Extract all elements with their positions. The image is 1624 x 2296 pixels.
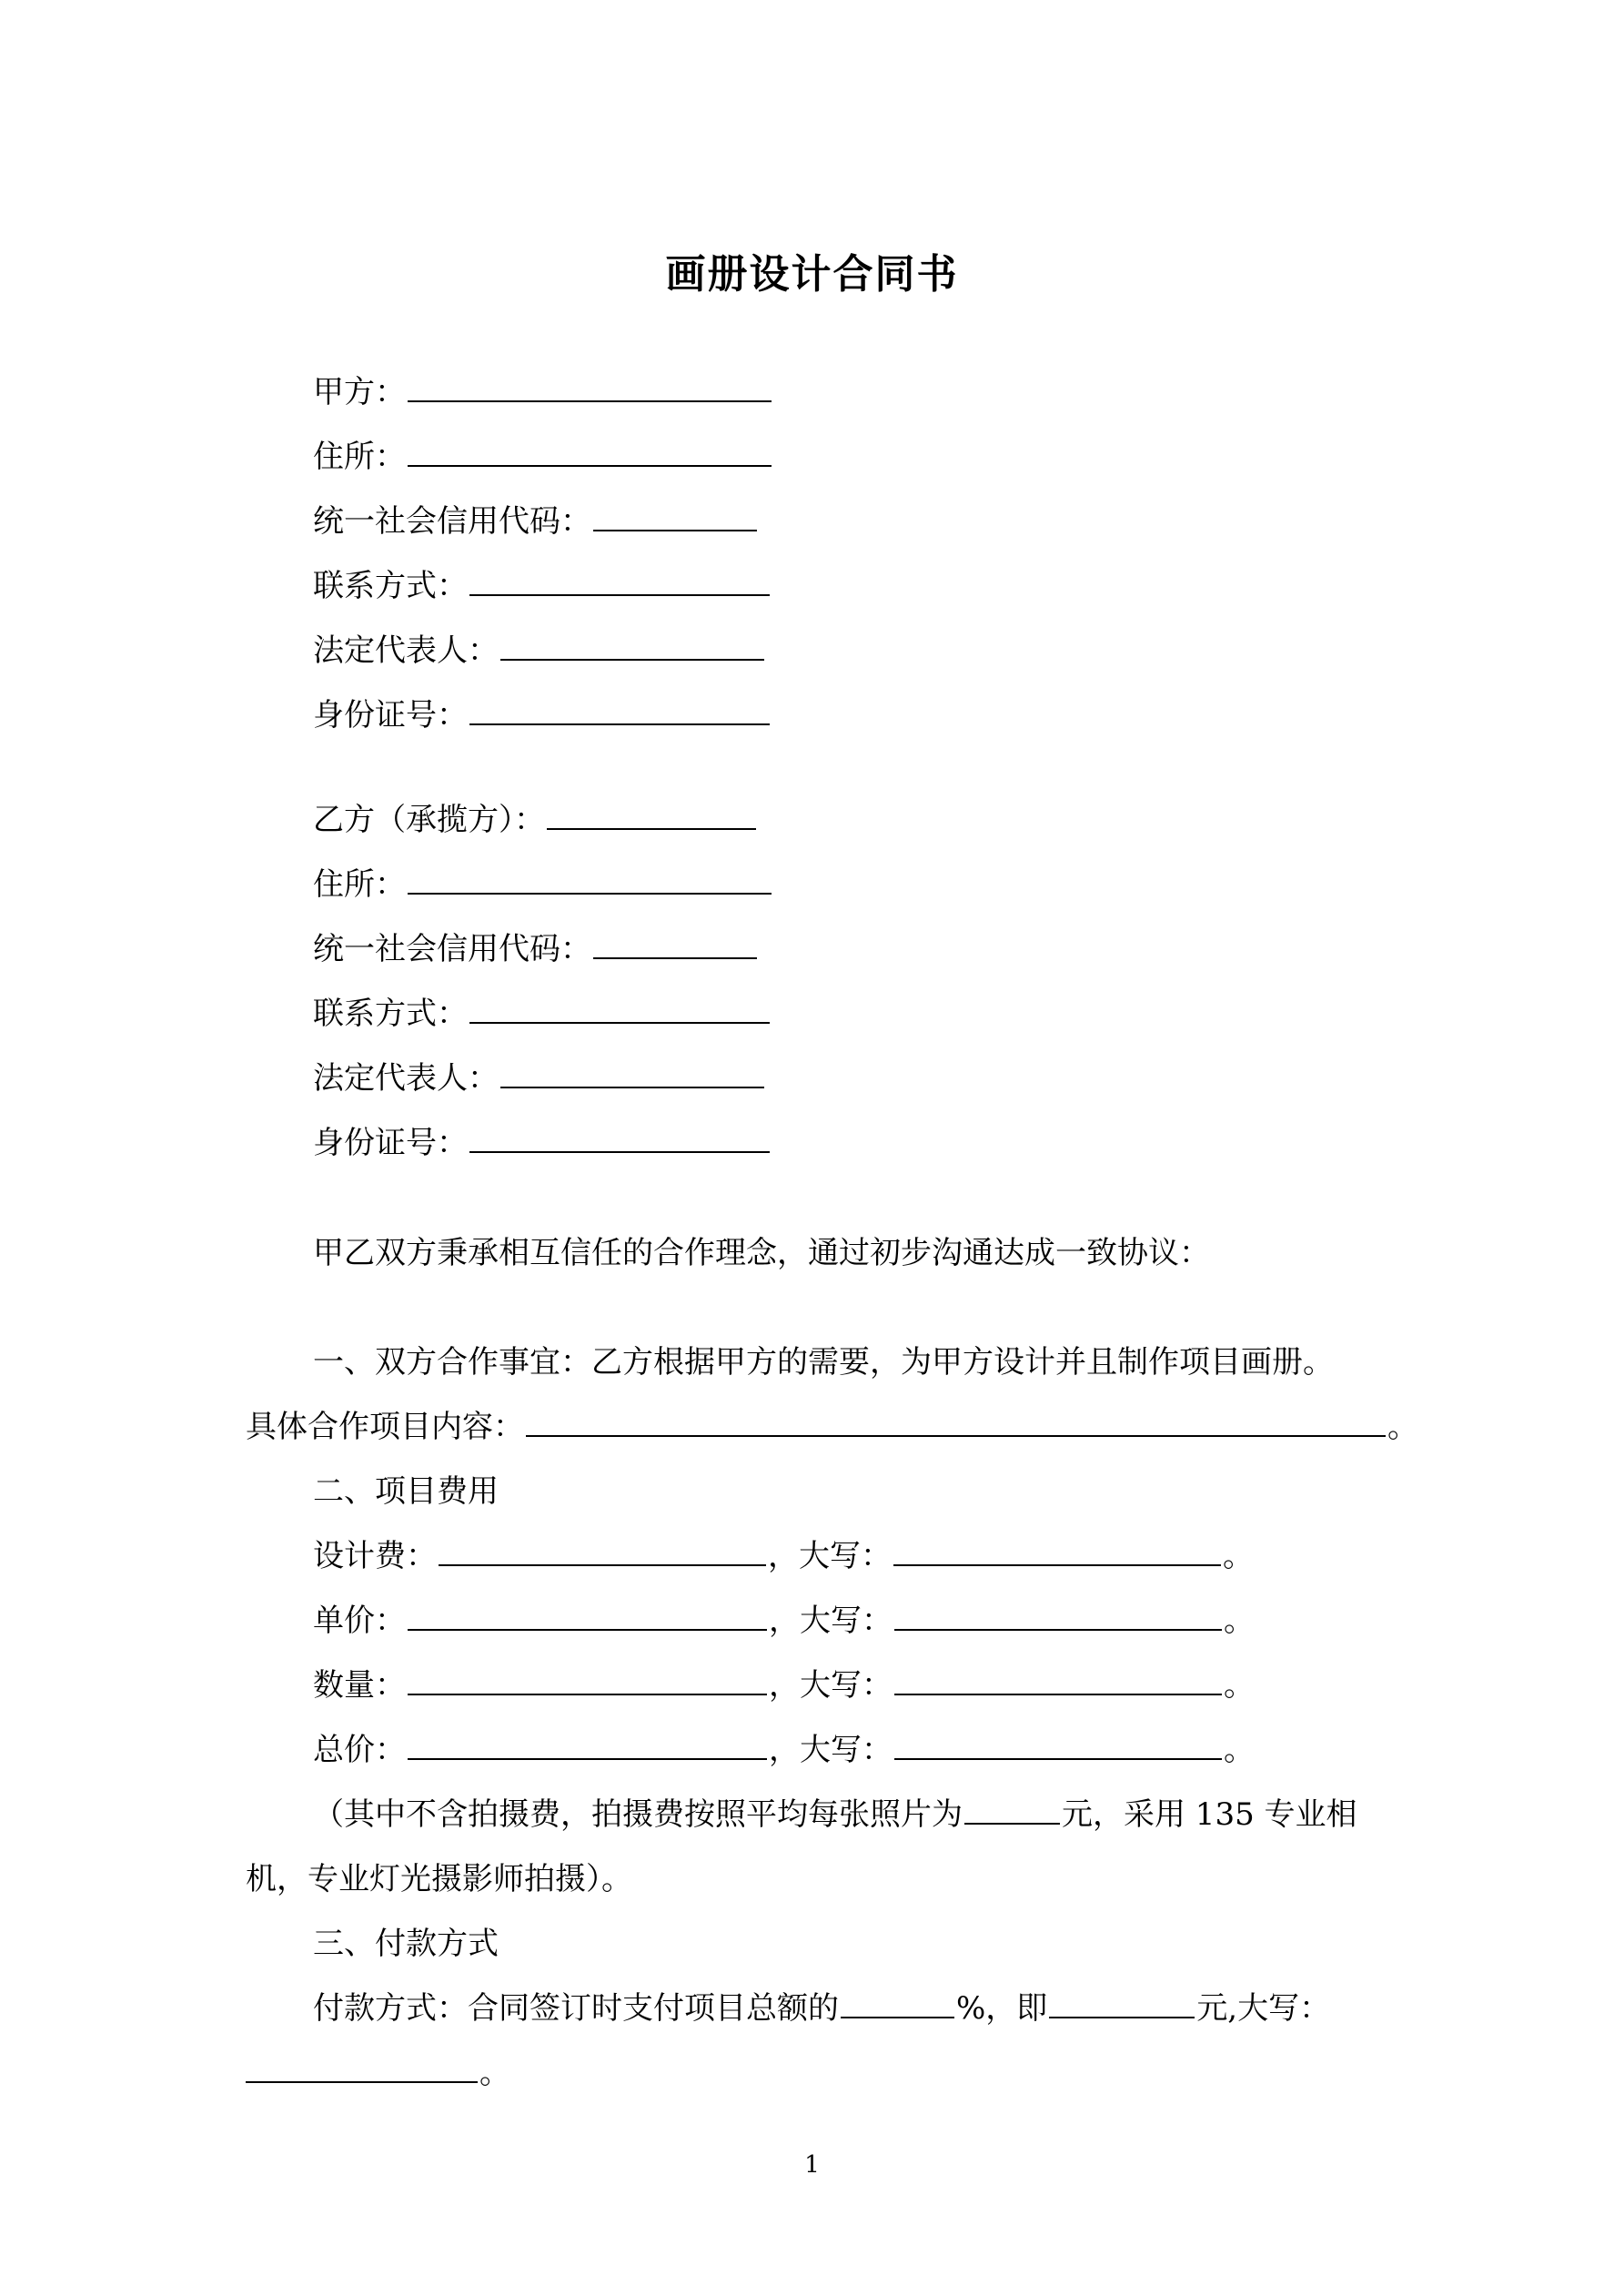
section1-line1: 一、双方合作事宜：乙方根据甲方的需要，为甲方设计并且制作项目画册。 bbox=[313, 1344, 1334, 1381]
party-a-id-label: 身份证号： bbox=[313, 697, 468, 733]
party-a-legal-rep-blank[interactable] bbox=[500, 630, 764, 661]
fee-design-upper-blank[interactable] bbox=[893, 1535, 1221, 1566]
fee-row-design bbox=[313, 1535, 1254, 1577]
payment-label: 付款方式：合同签订时支付项目总额的 bbox=[313, 1990, 839, 2027]
party-a-name-label: 甲方： bbox=[313, 374, 406, 410]
party-a-credit-code-label: 统一社会信用代码： bbox=[313, 503, 591, 540]
party-b-name-blank[interactable] bbox=[547, 799, 756, 830]
party-b-address-row bbox=[313, 864, 773, 905]
page-title: 画册设计合同书 bbox=[665, 251, 959, 298]
payment-upper-label: 元,大写： bbox=[1196, 1990, 1331, 2027]
fee-design-label: 设计费： bbox=[313, 1538, 437, 1574]
page-number: 1 bbox=[804, 2151, 820, 2179]
section1-content-blank[interactable] bbox=[526, 1406, 1386, 1437]
party-a-name-row bbox=[313, 371, 773, 413]
fee-design-end: 。 bbox=[1223, 1538, 1254, 1574]
party-b-id-blank[interactable] bbox=[469, 1122, 770, 1153]
party-a-credit-code-blank[interactable] bbox=[593, 501, 757, 531]
section2-heading: 二、项目费用 bbox=[313, 1473, 499, 1510]
party-a-contact-label: 联系方式： bbox=[313, 568, 468, 604]
party-b-credit-code-row bbox=[313, 928, 759, 970]
fee-total-end: 。 bbox=[1224, 1732, 1255, 1768]
party-b-credit-code-blank[interactable] bbox=[593, 928, 757, 959]
fee-unit-price-upper-blank[interactable] bbox=[894, 1600, 1222, 1631]
photo-price-blank[interactable] bbox=[964, 1794, 1060, 1825]
party-b-legal-rep-label: 法定代表人： bbox=[313, 1060, 499, 1097]
payment-row-continued bbox=[246, 2052, 510, 2094]
section2-note-line1 bbox=[313, 1794, 1357, 1836]
party-b-contact-row bbox=[313, 993, 772, 1035]
fee-design-mid: ，大写： bbox=[768, 1538, 892, 1574]
party-b-id-label: 身份证号： bbox=[313, 1125, 468, 1161]
fee-row-unit-price bbox=[313, 1600, 1255, 1642]
fee-total-amount-blank[interactable] bbox=[408, 1729, 767, 1760]
section2-note-b: 元，采用 135 专业相 bbox=[1062, 1796, 1357, 1833]
party-a-contact-row bbox=[313, 565, 772, 607]
intro-paragraph: 甲乙双方秉承相互信任的合作理念，通过初步沟通达成一致协议： bbox=[313, 1235, 1210, 1271]
fee-unit-price-label: 单价： bbox=[313, 1603, 406, 1639]
section1-content-row bbox=[246, 1406, 1418, 1448]
section2-note-line2: 机，专业灯光摄影师拍摄）。 bbox=[246, 1861, 632, 1897]
party-a-legal-rep-row bbox=[313, 630, 766, 672]
party-b-legal-rep-row bbox=[313, 1057, 766, 1099]
payment-end: 。 bbox=[479, 2055, 510, 2091]
fee-quantity-mid: ，大写： bbox=[769, 1667, 893, 1704]
section2-note-a: （其中不含拍摄费，拍摄费按照平均每张照片为 bbox=[313, 1796, 963, 1833]
payment-percent-text: %，即 bbox=[956, 1990, 1048, 2027]
party-b-credit-code-label: 统一社会信用代码： bbox=[313, 931, 591, 967]
payment-percent-blank[interactable] bbox=[841, 1988, 954, 2018]
party-a-address-blank[interactable] bbox=[408, 436, 772, 467]
party-a-name-blank[interactable] bbox=[408, 371, 772, 402]
party-a-contact-blank[interactable] bbox=[469, 565, 770, 596]
party-a-id-row bbox=[313, 694, 772, 736]
fee-quantity-amount-blank[interactable] bbox=[408, 1664, 767, 1695]
payment-upper-blank[interactable] bbox=[246, 2052, 478, 2083]
party-b-legal-rep-blank[interactable] bbox=[500, 1057, 764, 1088]
party-b-address-label: 住所： bbox=[313, 866, 406, 903]
party-a-id-blank[interactable] bbox=[469, 694, 770, 725]
party-b-id-row bbox=[313, 1122, 772, 1164]
party-b-contact-blank[interactable] bbox=[469, 993, 770, 1024]
fee-unit-price-amount-blank[interactable] bbox=[408, 1600, 767, 1631]
fee-design-amount-blank[interactable] bbox=[439, 1535, 766, 1566]
fee-row-quantity bbox=[313, 1664, 1255, 1706]
party-b-name-row bbox=[313, 799, 758, 841]
payment-row bbox=[313, 1988, 1330, 2029]
fee-quantity-upper-blank[interactable] bbox=[894, 1664, 1222, 1695]
party-a-legal-rep-label: 法定代表人： bbox=[313, 632, 499, 669]
fee-total-mid: ，大写： bbox=[769, 1732, 893, 1768]
fee-quantity-end: 。 bbox=[1224, 1667, 1255, 1704]
section3-heading: 三、付款方式 bbox=[313, 1926, 499, 1962]
fee-unit-price-end: 。 bbox=[1224, 1603, 1255, 1639]
party-a-address-label: 住所： bbox=[313, 439, 406, 475]
fee-row-total bbox=[313, 1729, 1255, 1771]
party-b-name-label: 乙方（承揽方）： bbox=[313, 802, 545, 838]
section1-content-label: 具体合作项目内容： bbox=[246, 1409, 524, 1445]
party-a-address-row bbox=[313, 436, 773, 478]
party-b-address-blank[interactable] bbox=[408, 864, 772, 895]
fee-unit-price-mid: ，大写： bbox=[769, 1603, 893, 1639]
section1-content-end: 。 bbox=[1387, 1409, 1418, 1445]
payment-amount-blank[interactable] bbox=[1049, 1988, 1195, 2018]
fee-total-label: 总价： bbox=[313, 1732, 406, 1768]
party-a-credit-code-row bbox=[313, 501, 759, 542]
fee-quantity-label: 数量： bbox=[313, 1667, 406, 1704]
fee-total-upper-blank[interactable] bbox=[894, 1729, 1222, 1760]
party-b-contact-label: 联系方式： bbox=[313, 996, 468, 1032]
